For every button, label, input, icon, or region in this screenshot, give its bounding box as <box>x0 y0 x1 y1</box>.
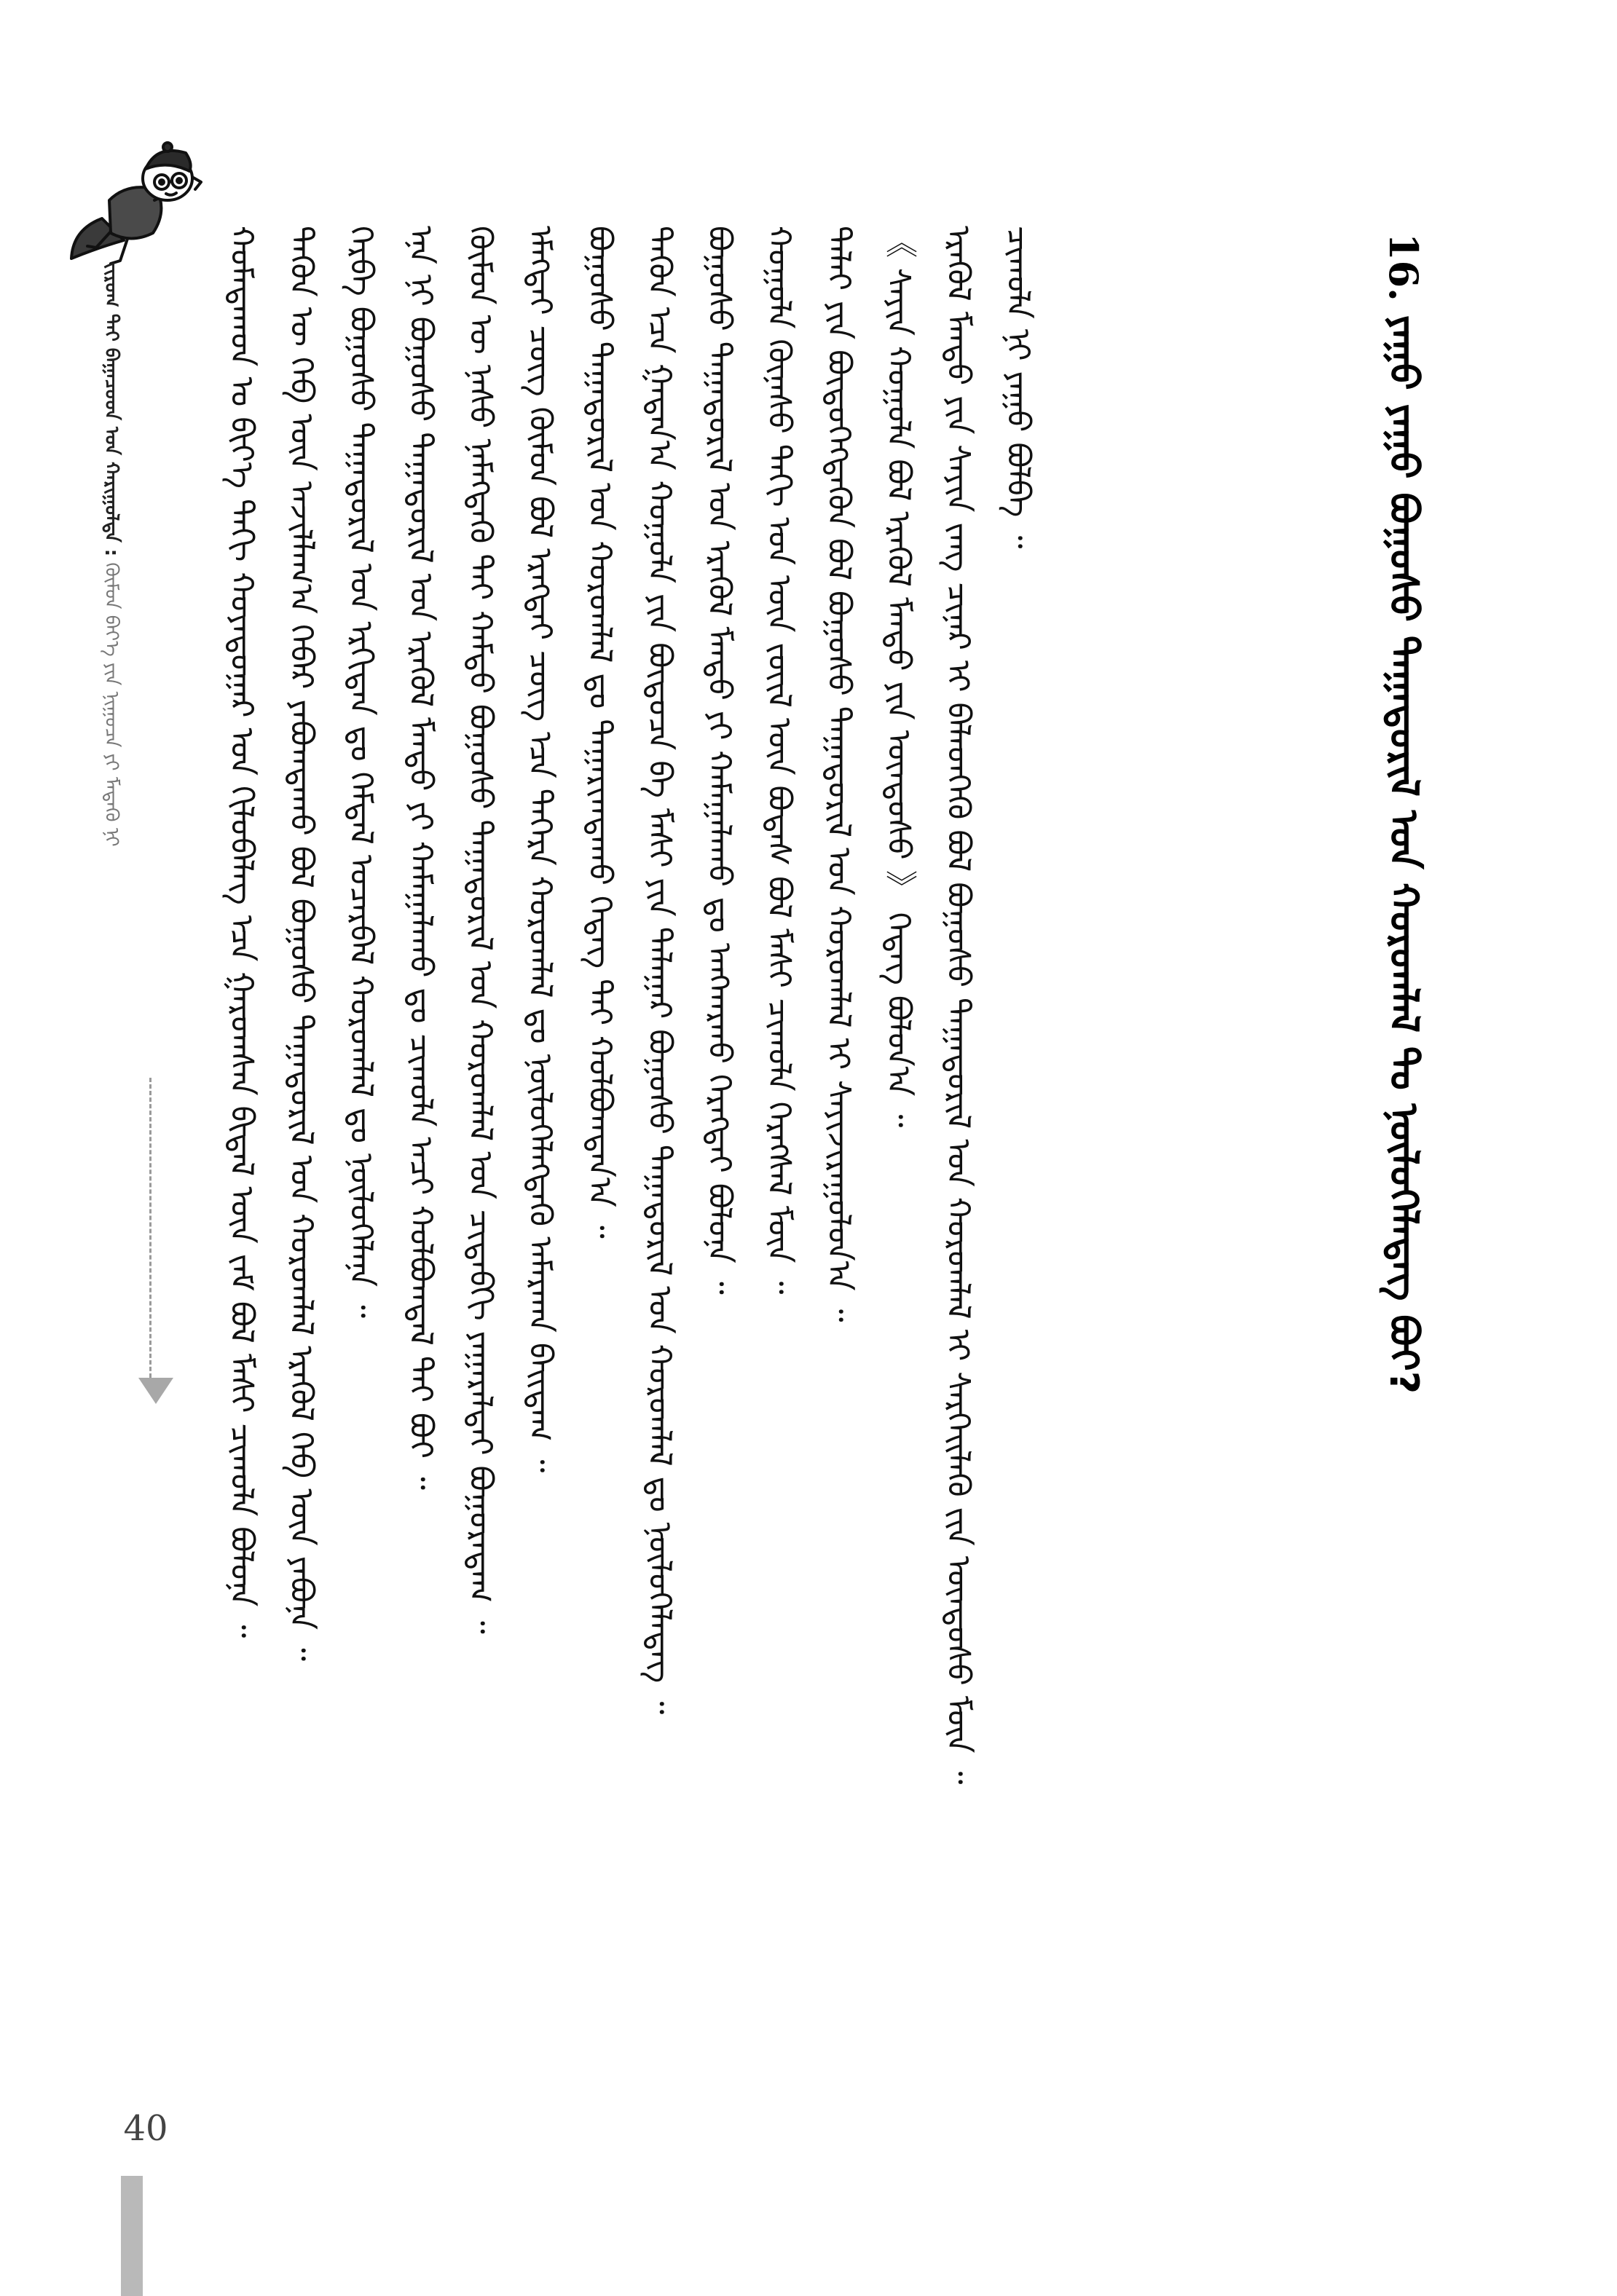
text-line: ᠬᠤᠮᠠᠳᠠᠬᠤᠨ ᠤ ᠪᠢᠶ᠎ᠡ ᠳᠠᠬᠢ ᠬᠣᠶᠠᠳᠤᠭᠠᠷ ᠤᠨ ᠭᠢᠯᠦᠪᠡᠯᠡᠭ ᠡᠴᠡ ᠭᠠᠷᠤᠭᠰᠠᠨ ᠪᠢᠳᠠᠯ ᠦᠨ ᠵᠠᠮ ᠪᠣᠯ ᠮᠠᠰᠢ ᠴᠢᠬᠤᠯᠠ ᠪᠣᠯᠤᠨᠠ ᠃ <box>223 226 260 1638</box>
series-title: ᠵᠢᠷᠤᠭ ᠲᠠᠢ ᠪᠠᠭᠠᠴᠤᠳ ᠤᠨ ᠬᠠᠷᠢᠭᠤᠯᠲᠠ : <box>101 262 122 557</box>
dashed-divider <box>149 1078 152 1391</box>
question-number: 16. <box>1380 233 1427 301</box>
text-line: ᠬᠦᠮᠦᠨ ᠦ ᠨᠠᠰᠤ ᠨᠡᠮᠡᠭᠳᠡᠬᠦ ᠲᠠᠢ ᠬᠠᠮᠲᠤ ᠪᠣᠭᠤᠰᠤ ᠳᠠᠭᠠᠳᠤᠷᠢᠯ ᠤᠨ ᠬᠣᠷᠣᠭᠯᠠᠯ ᠤᠨ ᠴᠢᠳᠠᠪᠬᠢ ᠶᠠᠭᠠᠷᠠᠯᠲᠠᠢ ᠪᠤᠭᠤᠷᠠᠳᠠᠭ ᠃ <box>462 226 499 1634</box>
scholar-mascot-icon <box>58 131 226 277</box>
paragraph-2 <box>450 226 749 2134</box>
body-text <box>211 226 1442 2134</box>
text-line: ᠴᠢᠬᠤᠯᠠ ᠨᠢ ᠶᠠᠭᠤ ᠪᠣᠯᠪᠠ ᠃ <box>999 226 1036 549</box>
paragraph-3 <box>749 226 928 2134</box>
question-title-text: ᠶᠠᠭᠤ ᠶᠠᠭᠤ ᠪᠣᠭᠤᠰᠤ ᠳᠠᠭᠠᠳᠤᠷᠢᠯ ᠤᠨ ᠬᠣᠷᠣᠭᠯᠠᠯ ᠲᠤ ᠨᠥᠯᠦᠭᠡᠯᠡᠳᠡᠭ ᠪᠤᠢ? <box>1381 315 1427 1394</box>
text-line: ᠪᠣᠭᠤᠰᠤ ᠳᠠᠭᠠᠳᠤᠷᠢᠯ ᠤᠨ ᠬᠣᠷᠣᠭᠯᠠᠯ ᠳᠤ ᠳᠠᠭᠠᠷᠢᠭᠳᠠᠬᠤ ᠭᠡᠳᠡᠭ ᠲᠠᠢ ᠬᠣᠯᠪᠣᠭᠳᠠᠨ᠎ᠠ ᠃ <box>581 226 618 1239</box>
text-line: 《 ᠰᠠᠶᠢᠨ ᠬᠣᠭᠣᠯᠠ ᠪᠣᠯ ᠡᠷᠡᠭᠦᠯ ᠮᠡᠨᠳᠦ ᠶᠢᠨ ᠦᠨᠳᠦᠰᠦ 》 ᠭᠡᠳᠡᠭ ᠪᠣᠯᠤᠨ᠎ᠠ ᠃ <box>880 226 917 1128</box>
paragraph-1 <box>211 226 450 2134</box>
text-line: ᠡᠷᠡᠭᠦᠯ ᠮᠡᠨᠳᠦ ᠶᠢᠨ ᠰᠠᠶᠢᠨ ᠵᠠᠩ ᠴᠢᠨᠠᠷ ᠢ ᠪᠡᠯᠡᠳᠬᠡᠬᠦ ᠪᠣᠯ ᠪᠣᠭᠤᠰᠤ ᠳᠠᠭᠠᠳᠤᠷᠢᠯ ᠤᠨ ᠬᠣᠷᠣᠭᠯᠠᠯ ᠢ ᠰᠡᠷᠭᠡᠢᠯᠡᠬᠦ ᠵᠢᠨ ᠦᠨᠳᠦᠰᠦ ᠮᠥᠨ ᠃ <box>940 226 977 1785</box>
question-heading <box>1369 233 1449 1995</box>
text-line: ᠲᠡᠭᠦᠨ ᠡᠴᠡ ᠭᠠᠳᠠᠨ᠎ᠠ ᠬᠣᠭᠣᠯᠠ ᠶᠢᠨ ᠪᠦᠲᠦᠴᠡ ᠪᠠ ᠮᠠᠰᠢ ᠶᠢᠨ ᠲᠠᠯᠠᠭᠠᠷ ᠪᠣᠭᠤᠰᠤ ᠳᠠᠭᠠᠳᠤᠷᠢᠯ ᠤᠨ ᠬᠣᠷᠣᠭᠯᠠᠯ ᠳᠤ ᠨᠥᠯᠦᠭᠡᠯᠡᠳᠡᠭ ᠃ <box>641 226 678 1715</box>
text-line: ᠪᠣᠭᠤᠰᠤ ᠳᠠᠭᠠᠳᠤᠷᠢᠯ ᠤᠨ ᠡᠷᠡᠭᠦᠯ ᠮᠡᠨᠳᠦ ᠶᠢ ᠬᠠᠮᠠᠭᠠᠯᠠᠬᠤ ᠳᠤ ᠠᠩᠬᠠᠷᠬᠤ ᠬᠡᠷᠡᠭᠲᠡᠢ ᠪᠣᠯᠤᠨᠠ ᠃ <box>701 226 738 1295</box>
page-number: 40 <box>123 2108 168 2149</box>
text-line: ᠲᠡᠭᠦᠨ ᠦ ᠬᠡᠪ ᠦᠨ ᠠᠵᠢᠯᠯᠠᠭ᠎ᠠ ᠬᠡᠪᠡᠷ ᠶᠠᠪᠤᠭᠳᠠᠬᠤ ᠪᠣᠯ ᠪᠣᠭᠤᠰᠤ ᠳᠠᠭᠠᠳᠤᠷᠢᠯ ᠤᠨ ᠬᠣᠷᠣᠭᠯᠠᠯ ᠡᠷᠡᠭᠦᠯ ᠬᠡᠪ ᠦᠨ ᠶᠠᠪᠤᠨᠠ ᠃ <box>283 226 320 1661</box>
text-line: ᠬᠡᠷᠪᠡ ᠪᠣᠭᠤᠰᠤ ᠳᠠᠭᠠᠳᠤᠷᠢᠯ ᠤᠨ ᠡᠷᠬᠢᠲᠡᠨ ᠳᠤ ᠭᠡᠮᠳᠡᠯ ᠤᠴᠠᠷᠪᠠᠯ ᠬᠣᠷᠣᠭᠯᠠᠯ ᠳᠤ ᠨᠥᠯᠦᠭᠡᠯᠡᠨᠡ ᠃ <box>342 226 379 1318</box>
text-line: ᠡᠮᠡᠭᠲᠡᠢ ᠴᠦᠭ ᠬᠦᠮᠦᠨ ᠪᠣᠯ ᠡᠷᠡᠭᠲᠡᠢ ᠴᠦᠭ ᠡᠴᠡ ᠳᠡᠭᠡᠷᠡ ᠬᠣᠷᠣᠭᠯᠠᠯ ᠳᠤ ᠨᠥᠯᠦᠭᠡᠯᠡᠭᠳᠡᠬᠦ ᠠᠮᠠᠷᠬᠠᠨ ᠪᠠᠢᠳᠠᠭ ᠃ <box>522 226 559 1473</box>
triangle-marker-icon <box>138 1378 173 1404</box>
text-line: ᠳᠠᠯᠠᠢ ᠶᠢᠨ ᠪᠦᠲᠦᠭᠡᠭᠳᠡᠬᠦᠨ ᠪᠣᠯ ᠪᠣᠭᠤᠰᠤ ᠳᠠᠭᠠᠳᠤᠷᠢᠯ ᠤᠨ ᠬᠣᠷᠣᠭᠯᠠᠯ ᠢ ᠰᠠᠶᠢᠵᠢᠷᠠᠭᠤᠯᠤᠨ᠎ᠠ ᠃ <box>820 226 857 1322</box>
text-line: ᠬᠣᠭᠣᠯᠠ ᠬᠦᠨᠡᠰᠦ ᠳᠠᠬᠢ ᠡᠳ ᠦᠨ ᠵᠦᠢᠯ ᠦᠨ ᠪᠣᠳᠠᠰ ᠪᠣᠯ ᠮᠠᠰᠢ ᠴᠢᠬᠤᠯᠠ ᠬᠡᠷᠡᠭᠰᠡᠯ ᠮᠥᠨ ᠃ <box>760 226 798 1295</box>
paragraph-4 <box>928 226 1047 2134</box>
text-line: ᠡᠨᠡ ᠨᠢ ᠪᠣᠭᠤᠰᠤ ᠳᠠᠭᠠᠳᠤᠷᠢᠯ ᠤᠨ ᠡᠷᠡᠭᠦᠯ ᠮᠡᠨᠳᠦ ᠶᠢ ᠬᠠᠮᠠᠭᠠᠯᠠᠬᠤ ᠳᠤ ᠴᠢᠬᠤᠯᠠ ᠠᠴᠢ ᠬᠣᠯᠪᠣᠭᠳᠠᠯ ᠲᠠᠢ ᠪᠣᠢ ᠃ <box>402 226 439 1490</box>
series-subtitle: ᠬᠦᠮᠦᠨ ᠪᠡᠶ᠎ᠡ ᠶᠢᠨ ᠨᠢᠭᠤᠴᠠ ᠶᠢ ᠮᠡᠳᠡᠬᠦ ᠨᠢ <box>101 562 122 847</box>
page-edge-tab <box>121 2176 143 2296</box>
running-head <box>95 262 131 1100</box>
